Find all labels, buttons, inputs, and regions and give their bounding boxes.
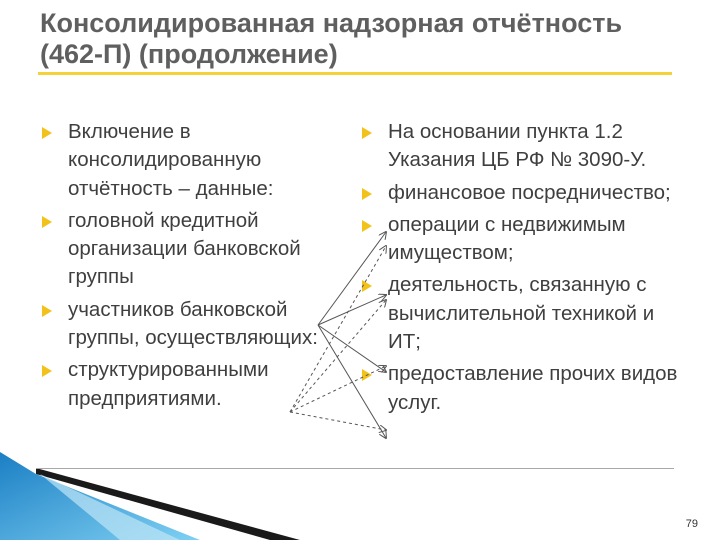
left-item <box>42 356 342 413</box>
left-item <box>42 207 342 292</box>
right-item-text: операции с недвижимым имуществом; <box>388 212 626 265</box>
right-item <box>362 118 682 175</box>
arrow-bullet-icon <box>42 365 52 377</box>
right-item-text: финансовое посредничество; <box>388 180 671 204</box>
arrow-bullet-icon <box>42 305 52 317</box>
arrow-bullet-icon <box>362 127 372 139</box>
left-item-text: Включение в консолидированную отчётность – данные: <box>68 120 274 200</box>
right-item-text: деятельность, связанную с вычислительной техникой и ИТ; <box>388 273 655 354</box>
right-item <box>362 271 682 356</box>
left-item-text: структурированными предприятиями. <box>68 358 269 410</box>
slide-title: Консолидированная надзорная отчётность (462-П) (продолжение) <box>40 8 623 69</box>
right-column <box>362 118 682 421</box>
right-item <box>362 211 682 268</box>
footer-divider <box>36 468 674 469</box>
right-item <box>362 179 682 207</box>
arrow-bullet-icon <box>42 216 52 228</box>
arrow-bullet-icon <box>42 127 52 139</box>
left-item <box>42 296 342 353</box>
arrow-bullet-icon <box>362 369 372 381</box>
left-item-text: участников банковской группы, осуществляющих: <box>68 297 318 350</box>
left-item <box>42 118 342 203</box>
arrow-bullet-icon <box>362 220 372 232</box>
left-item-text: головной кредитной организации банковской группы <box>68 208 301 289</box>
left-column <box>42 118 342 417</box>
right-item <box>362 360 682 417</box>
arrow-bullet-icon <box>362 188 372 200</box>
right-item-text: На основании пункта 1.2 Указания ЦБ РФ № 3090-У. <box>388 120 647 172</box>
page-number: 79 <box>685 518 698 530</box>
right-item-text: предоставление прочих видов услуг. <box>388 362 678 414</box>
arrow-bullet-icon <box>362 280 372 292</box>
title-underline <box>38 72 672 75</box>
